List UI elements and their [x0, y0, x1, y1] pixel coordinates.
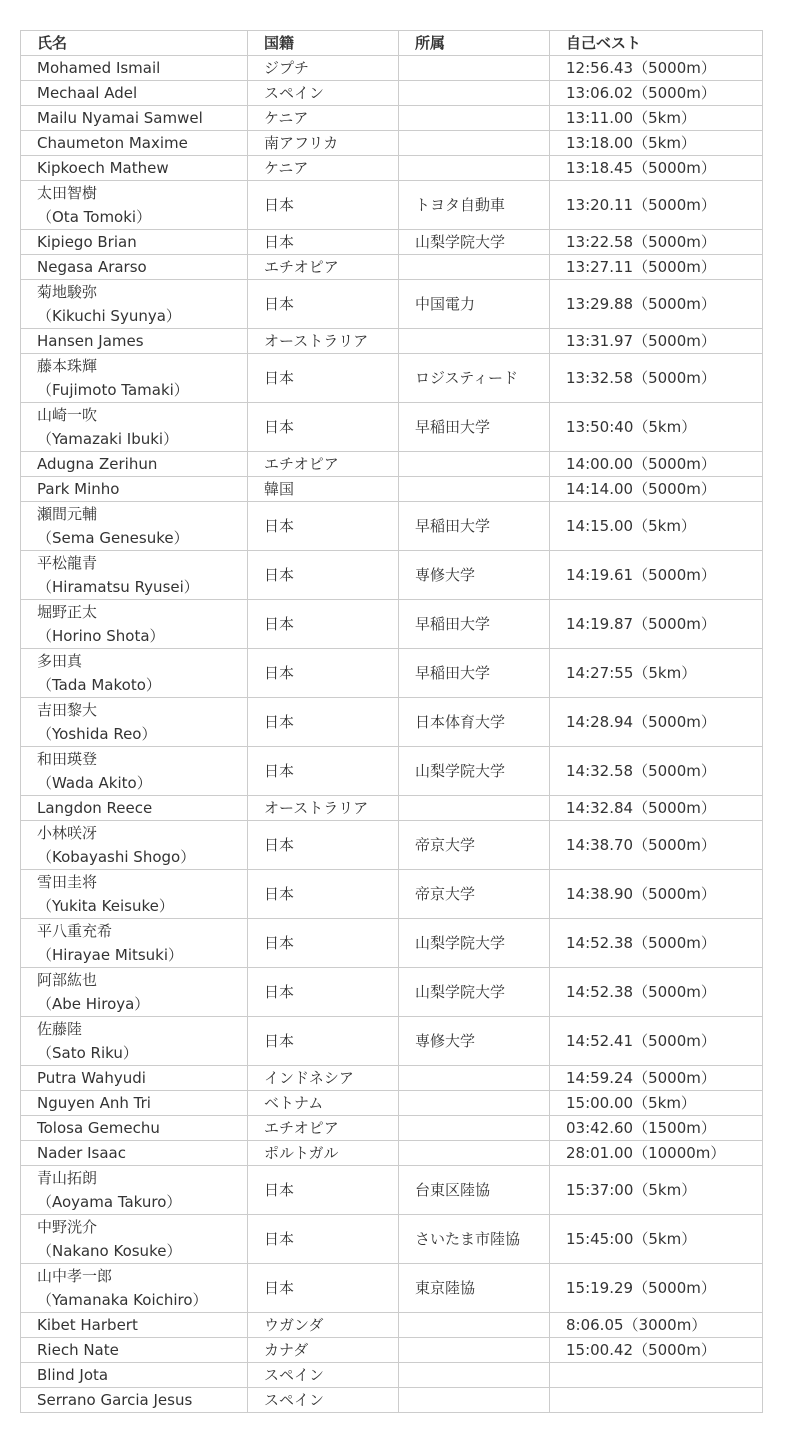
- athlete-name: Chaumeton Maxime: [37, 134, 188, 152]
- header-row: [21, 31, 763, 56]
- personal-best-cell: 14:32.58（5000m）: [550, 747, 763, 796]
- athlete-name-romanized: （Hirayae Mitsuki）: [37, 946, 184, 964]
- affiliation-cell: [399, 477, 550, 502]
- athlete-name: 堀野正太: [37, 603, 98, 621]
- table-row: [21, 354, 763, 403]
- athlete-name-cell: [21, 1215, 248, 1264]
- affiliation-cell: 早稲田大学: [399, 649, 550, 698]
- athlete-name: 瀬間元輔: [37, 505, 98, 523]
- table-row: [21, 870, 763, 919]
- athlete-name-cell: [21, 502, 248, 551]
- nationality-cell: 日本: [248, 502, 399, 551]
- nationality-cell: ケニア: [248, 156, 399, 181]
- personal-best-cell: 15:00.00（5km）: [550, 1091, 763, 1116]
- affiliation-cell: 早稲田大学: [399, 403, 550, 452]
- athlete-name: Blind Jota: [37, 1366, 109, 1384]
- nationality-cell: スペイン: [248, 1388, 399, 1413]
- athlete-name-cell: [21, 280, 248, 329]
- table-row: [21, 106, 763, 131]
- athlete-name: 平八重充希: [37, 922, 113, 940]
- athlete-name-cell: [21, 354, 248, 403]
- affiliation-cell: 台東区陸協: [399, 1166, 550, 1215]
- personal-best-cell: 13:20.11（5000m）: [550, 181, 763, 230]
- athlete-name: Kipkoech Mathew: [37, 159, 169, 177]
- nationality-cell: オーストラリア: [248, 796, 399, 821]
- nationality-cell: 日本: [248, 354, 399, 403]
- athlete-name-romanized: （Tada Makoto）: [37, 676, 161, 694]
- personal-best-cell: 15:45:00（5km）: [550, 1215, 763, 1264]
- affiliation-cell: [399, 796, 550, 821]
- athlete-name: 山中孝一郎: [37, 1267, 113, 1285]
- table-row: [21, 919, 763, 968]
- personal-best-cell: [550, 1363, 763, 1388]
- affiliation-cell: [399, 81, 550, 106]
- table-row: [21, 1313, 763, 1338]
- personal-best-cell: 15:00.42（5000m）: [550, 1338, 763, 1363]
- personal-best-cell: 13:29.88（5000m）: [550, 280, 763, 329]
- table-row: [21, 968, 763, 1017]
- affiliation-cell: [399, 1141, 550, 1166]
- athlete-name-cell: [21, 403, 248, 452]
- personal-best-cell: 14:19.61（5000m）: [550, 551, 763, 600]
- nationality-cell: 日本: [248, 919, 399, 968]
- personal-best-cell: 13:32.58（5000m）: [550, 354, 763, 403]
- affiliation-cell: 東京陸協: [399, 1264, 550, 1313]
- table-row: [21, 280, 763, 329]
- athlete-name-cell: [21, 870, 248, 919]
- athlete-name-cell: [21, 81, 248, 106]
- athlete-name: Mechaal Adel: [37, 84, 138, 102]
- personal-best-cell: 14:32.84（5000m）: [550, 796, 763, 821]
- nationality-cell: 日本: [248, 181, 399, 230]
- affiliation-cell: 専修大学: [399, 551, 550, 600]
- table-row: [21, 1141, 763, 1166]
- nationality-cell: 日本: [248, 600, 399, 649]
- personal-best-cell: 14:00.00（5000m）: [550, 452, 763, 477]
- athlete-name-cell: [21, 181, 248, 230]
- table-row: [21, 452, 763, 477]
- athlete-name-romanized: （Yoshida Reo）: [37, 725, 157, 743]
- header-nationality: 国籍: [248, 31, 399, 56]
- nationality-cell: 日本: [248, 1017, 399, 1066]
- affiliation-cell: ロジスティード: [399, 354, 550, 403]
- athlete-name: Riech Nate: [37, 1341, 119, 1359]
- athlete-name: 佐藤陸: [37, 1020, 83, 1038]
- personal-best-cell: 14:59.24（5000m）: [550, 1066, 763, 1091]
- nationality-cell: 日本: [248, 747, 399, 796]
- table-row: [21, 551, 763, 600]
- personal-best-cell: [550, 1388, 763, 1413]
- personal-best-cell: 13:50:40（5km）: [550, 403, 763, 452]
- athlete-name-cell: [21, 1141, 248, 1166]
- athlete-name-romanized: （Kobayashi Shogo）: [37, 848, 196, 866]
- table-body: [21, 56, 763, 1413]
- athlete-name: Mohamed Ismail: [37, 59, 161, 77]
- table-row: [21, 649, 763, 698]
- table-row: [21, 821, 763, 870]
- table-row: [21, 796, 763, 821]
- personal-best-cell: 14:28.94（5000m）: [550, 698, 763, 747]
- athlete-name-cell: [21, 1313, 248, 1338]
- athlete-name-romanized: （Hiramatsu Ryusei）: [37, 578, 199, 596]
- athlete-name: 山崎一吹: [37, 406, 98, 424]
- athlete-name-romanized: （Aoyama Takuro）: [37, 1193, 182, 1211]
- nationality-cell: 日本: [248, 230, 399, 255]
- affiliation-cell: 帝京大学: [399, 870, 550, 919]
- nationality-cell: カナダ: [248, 1338, 399, 1363]
- athlete-name: 青山拓朗: [37, 1169, 98, 1187]
- table-row: [21, 131, 763, 156]
- athlete-name-romanized: （Yamazaki Ibuki）: [37, 430, 179, 448]
- athlete-name: 和田瑛登: [37, 750, 98, 768]
- affiliation-cell: 日本体育大学: [399, 698, 550, 747]
- athlete-name-cell: [21, 1091, 248, 1116]
- table-row: [21, 230, 763, 255]
- nationality-cell: 日本: [248, 1166, 399, 1215]
- table-row: [21, 56, 763, 81]
- affiliation-cell: [399, 1091, 550, 1116]
- affiliation-cell: [399, 1338, 550, 1363]
- athlete-name-cell: [21, 821, 248, 870]
- affiliation-cell: [399, 255, 550, 280]
- personal-best-cell: 14:15.00（5km）: [550, 502, 763, 551]
- affiliation-cell: 山梨学院大学: [399, 968, 550, 1017]
- athlete-name: Serrano Garcia Jesus: [37, 1391, 193, 1409]
- affiliation-cell: [399, 156, 550, 181]
- nationality-cell: エチオピア: [248, 1116, 399, 1141]
- table-row: [21, 1388, 763, 1413]
- nationality-cell: 日本: [248, 968, 399, 1017]
- athlete-name: Tolosa Gemechu: [37, 1119, 160, 1137]
- table-row: [21, 403, 763, 452]
- affiliation-cell: [399, 106, 550, 131]
- athlete-name: Kibet Harbert: [37, 1316, 138, 1334]
- athlete-name-cell: [21, 1388, 248, 1413]
- affiliation-cell: [399, 452, 550, 477]
- affiliation-cell: 山梨学院大学: [399, 230, 550, 255]
- athlete-name: 中野洸介: [37, 1218, 98, 1236]
- athlete-name-cell: [21, 1017, 248, 1066]
- table-row: [21, 1091, 763, 1116]
- table-row: [21, 181, 763, 230]
- nationality-cell: 日本: [248, 403, 399, 452]
- personal-best-cell: 13:31.97（5000m）: [550, 329, 763, 354]
- athlete-name: 吉田黎大: [37, 701, 98, 719]
- personal-best-cell: 13:18.45（5000m）: [550, 156, 763, 181]
- personal-best-cell: 13:11.00（5km）: [550, 106, 763, 131]
- athlete-name: Kipiego Brian: [37, 233, 137, 251]
- nationality-cell: 日本: [248, 870, 399, 919]
- nationality-cell: 日本: [248, 649, 399, 698]
- athlete-name-cell: [21, 600, 248, 649]
- athlete-name-cell: [21, 131, 248, 156]
- table-row: [21, 1066, 763, 1091]
- athlete-name: Nguyen Anh Tri: [37, 1094, 151, 1112]
- athlete-name-cell: [21, 1166, 248, 1215]
- affiliation-cell: 山梨学院大学: [399, 747, 550, 796]
- athlete-name: 小林咲冴: [37, 824, 98, 842]
- personal-best-cell: 14:19.87（5000m）: [550, 600, 763, 649]
- personal-best-cell: 03:42.60（1500m）: [550, 1116, 763, 1141]
- results-table-wrapper: [20, 30, 762, 1413]
- affiliation-cell: [399, 1363, 550, 1388]
- table-row: [21, 698, 763, 747]
- affiliation-cell: [399, 1313, 550, 1338]
- athlete-name-cell: [21, 255, 248, 280]
- table-row: [21, 1116, 763, 1141]
- table-row: [21, 1215, 763, 1264]
- personal-best-cell: 13:18.00（5km）: [550, 131, 763, 156]
- personal-best-cell: 14:38.90（5000m）: [550, 870, 763, 919]
- athlete-name-romanized: （Horino Shota）: [37, 627, 165, 645]
- athlete-name: 阿部紘也: [37, 971, 98, 989]
- table-row: [21, 747, 763, 796]
- personal-best-cell: 13:22.58（5000m）: [550, 230, 763, 255]
- nationality-cell: 日本: [248, 280, 399, 329]
- table-row: [21, 1264, 763, 1313]
- affiliation-cell: 早稲田大学: [399, 600, 550, 649]
- personal-best-cell: 14:52.38（5000m）: [550, 968, 763, 1017]
- athlete-name-cell: [21, 551, 248, 600]
- athlete-name-cell: [21, 230, 248, 255]
- athlete-name-cell: [21, 329, 248, 354]
- nationality-cell: インドネシア: [248, 1066, 399, 1091]
- athlete-name-romanized: （Kikuchi Syunya）: [37, 307, 181, 325]
- affiliation-cell: 帝京大学: [399, 821, 550, 870]
- personal-best-cell: 12:56.43（5000m）: [550, 56, 763, 81]
- affiliation-cell: [399, 131, 550, 156]
- athlete-name-romanized: （Fujimoto Tamaki）: [37, 381, 189, 399]
- athlete-name-romanized: （Sema Genesuke）: [37, 529, 189, 547]
- athlete-name: Mailu Nyamai Samwel: [37, 109, 203, 127]
- athlete-name: 藤本珠輝: [37, 357, 98, 375]
- athlete-name-cell: [21, 106, 248, 131]
- affiliation-cell: [399, 1066, 550, 1091]
- athlete-name-cell: [21, 1264, 248, 1313]
- athlete-name-cell: [21, 747, 248, 796]
- athlete-name: 雪田圭将: [37, 873, 98, 891]
- athlete-name: Negasa Ararso: [37, 258, 147, 276]
- athlete-name: Putra Wahyudi: [37, 1069, 146, 1087]
- affiliation-cell: [399, 1116, 550, 1141]
- athlete-name-cell: [21, 796, 248, 821]
- athlete-name-romanized: （Ota Tomoki）: [37, 208, 152, 226]
- athlete-name-cell: [21, 1066, 248, 1091]
- nationality-cell: ベトナム: [248, 1091, 399, 1116]
- personal-best-cell: 14:27:55（5km）: [550, 649, 763, 698]
- athlete-name: 多田真: [37, 652, 83, 670]
- nationality-cell: 日本: [248, 1215, 399, 1264]
- table-row: [21, 1363, 763, 1388]
- personal-best-cell: 8:06.05（3000m）: [550, 1313, 763, 1338]
- nationality-cell: 日本: [248, 1264, 399, 1313]
- affiliation-cell: トヨタ自動車: [399, 181, 550, 230]
- table-row: [21, 255, 763, 280]
- athlete-name-romanized: （Yukita Keisuke）: [37, 897, 174, 915]
- affiliation-cell: [399, 56, 550, 81]
- athlete-name: 太田智樹: [37, 184, 98, 202]
- nationality-cell: エチオピア: [248, 452, 399, 477]
- personal-best-cell: 14:38.70（5000m）: [550, 821, 763, 870]
- table-row: [21, 81, 763, 106]
- athlete-name: 菊地駿弥: [37, 283, 98, 301]
- nationality-cell: 韓国: [248, 477, 399, 502]
- athlete-name-cell: [21, 1116, 248, 1141]
- athlete-name: Adugna Zerihun: [37, 455, 158, 473]
- nationality-cell: スペイン: [248, 1363, 399, 1388]
- table-row: [21, 502, 763, 551]
- athlete-name-cell: [21, 919, 248, 968]
- athlete-name: Hansen James: [37, 332, 144, 350]
- athlete-name-cell: [21, 1363, 248, 1388]
- table-row: [21, 1338, 763, 1363]
- athlete-name: Park Minho: [37, 480, 120, 498]
- nationality-cell: ウガンダ: [248, 1313, 399, 1338]
- nationality-cell: エチオピア: [248, 255, 399, 280]
- athlete-name-cell: [21, 156, 248, 181]
- personal-best-cell: 14:52.41（5000m）: [550, 1017, 763, 1066]
- athlete-name-cell: [21, 698, 248, 747]
- athlete-name-cell: [21, 968, 248, 1017]
- athlete-name-romanized: （Sato Riku）: [37, 1044, 138, 1062]
- table-row: [21, 1017, 763, 1066]
- nationality-cell: ポルトガル: [248, 1141, 399, 1166]
- athlete-name-cell: [21, 452, 248, 477]
- athlete-name-romanized: （Nakano Kosuke）: [37, 1242, 182, 1260]
- athlete-name-romanized: （Yamanaka Koichiro）: [37, 1291, 208, 1309]
- affiliation-cell: 中国電力: [399, 280, 550, 329]
- personal-best-cell: 13:06.02（5000m）: [550, 81, 763, 106]
- affiliation-cell: さいたま市陸協: [399, 1215, 550, 1264]
- nationality-cell: ジプチ: [248, 56, 399, 81]
- athlete-name: Nader Isaac: [37, 1144, 126, 1162]
- athlete-name-cell: [21, 477, 248, 502]
- personal-best-cell: 14:52.38（5000m）: [550, 919, 763, 968]
- table-row: [21, 156, 763, 181]
- personal-best-cell: 28:01.00（10000m）: [550, 1141, 763, 1166]
- nationality-cell: 南アフリカ: [248, 131, 399, 156]
- nationality-cell: スペイン: [248, 81, 399, 106]
- personal-best-cell: 15:37:00（5km）: [550, 1166, 763, 1215]
- header-name: 氏名: [21, 31, 248, 56]
- personal-best-cell: 15:19.29（5000m）: [550, 1264, 763, 1313]
- table-row: [21, 477, 763, 502]
- affiliation-cell: [399, 1388, 550, 1413]
- nationality-cell: オーストラリア: [248, 329, 399, 354]
- athlete-name-romanized: （Abe Hiroya）: [37, 995, 150, 1013]
- affiliation-cell: 早稲田大学: [399, 502, 550, 551]
- header-affiliation: 所属: [399, 31, 550, 56]
- affiliation-cell: 専修大学: [399, 1017, 550, 1066]
- personal-best-cell: 13:27.11（5000m）: [550, 255, 763, 280]
- athlete-name: Langdon Reece: [37, 799, 153, 817]
- nationality-cell: ケニア: [248, 106, 399, 131]
- table-row: [21, 329, 763, 354]
- affiliation-cell: 山梨学院大学: [399, 919, 550, 968]
- affiliation-cell: [399, 329, 550, 354]
- table-header: [21, 31, 763, 56]
- header-personal-best: 自己ベスト: [550, 31, 763, 56]
- athlete-name-cell: [21, 1338, 248, 1363]
- personal-best-cell: 14:14.00（5000m）: [550, 477, 763, 502]
- nationality-cell: 日本: [248, 551, 399, 600]
- athlete-name-cell: [21, 56, 248, 81]
- table-row: [21, 1166, 763, 1215]
- athlete-name-romanized: （Wada Akito）: [37, 774, 152, 792]
- nationality-cell: 日本: [248, 698, 399, 747]
- athlete-name: 平松龍青: [37, 554, 98, 572]
- nationality-cell: 日本: [248, 821, 399, 870]
- athlete-name-cell: [21, 649, 248, 698]
- athlete-table: [20, 30, 763, 1413]
- table-row: [21, 600, 763, 649]
